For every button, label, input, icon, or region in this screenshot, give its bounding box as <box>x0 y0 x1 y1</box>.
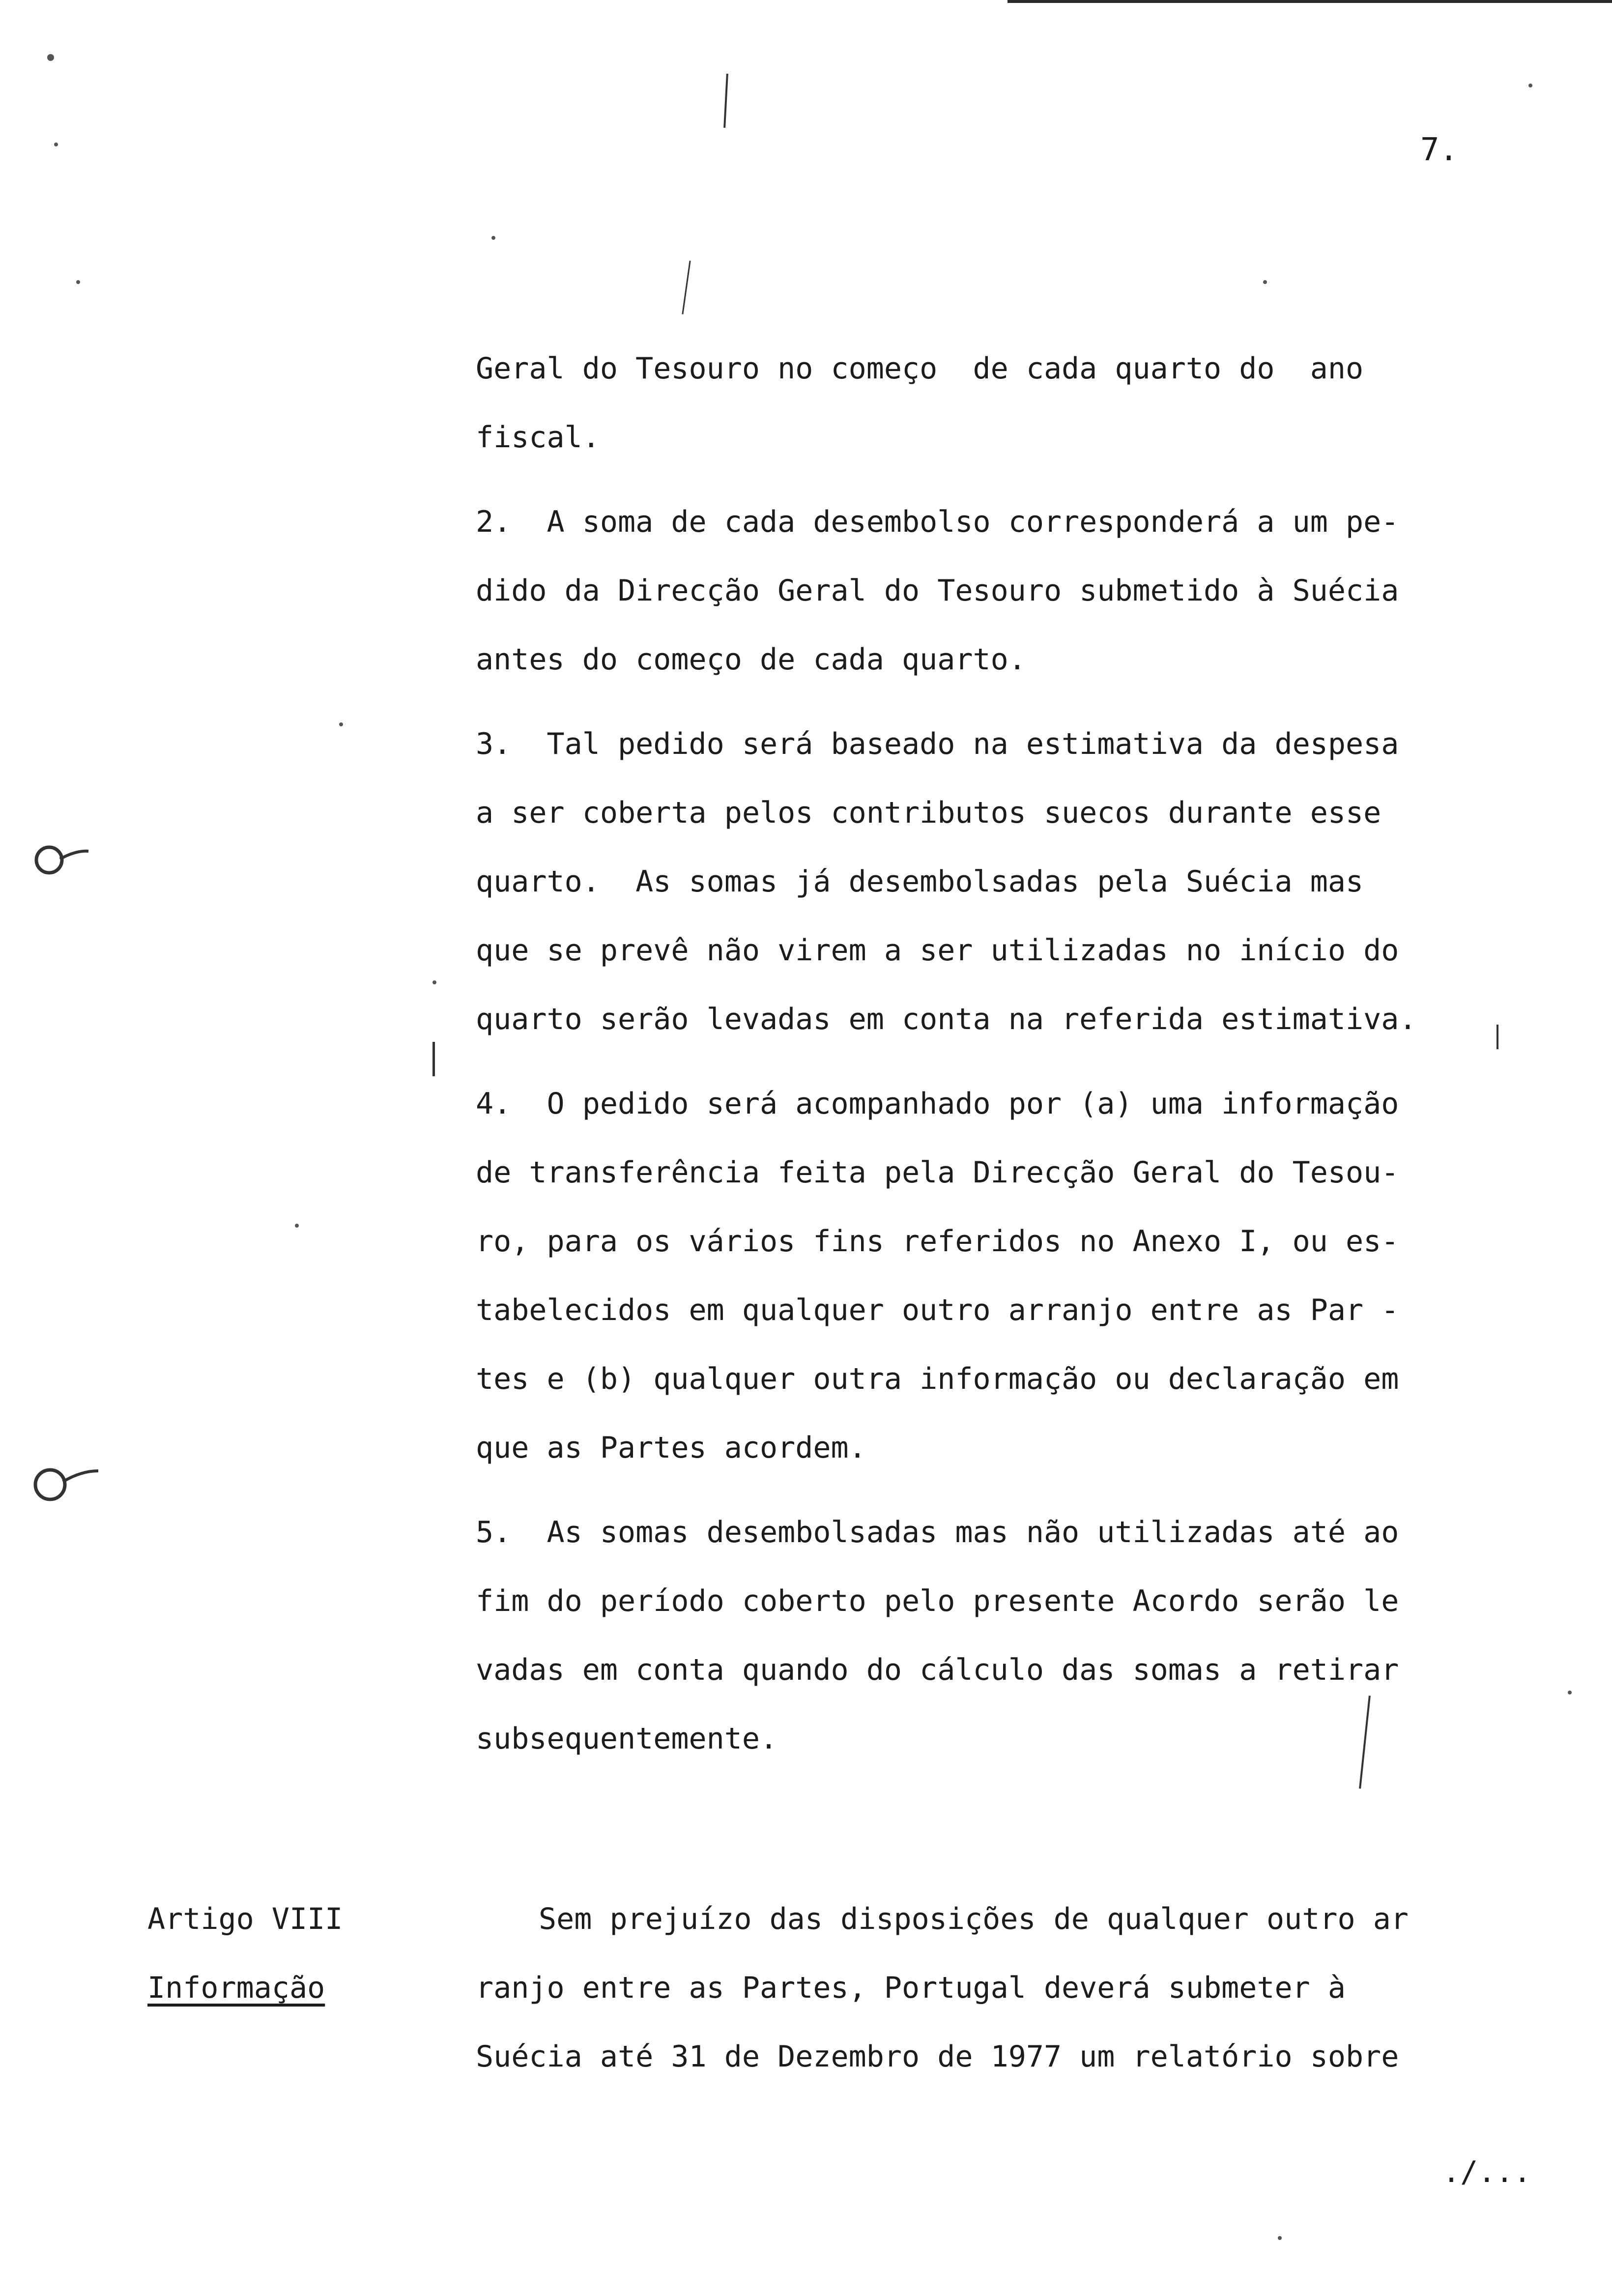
body-text <box>476 334 1550 1773</box>
ink-speck <box>1263 280 1267 284</box>
article-heading: Informação <box>147 1971 325 2005</box>
article-text <box>476 1885 1550 2091</box>
text-line: quarto. As somas já desembolsadas pela Suécia mas <box>476 864 1364 899</box>
ink-speck <box>339 722 343 726</box>
text-line: fim do período coberto pelo presente Acordo serão le <box>476 1584 1399 1618</box>
text-line: antes do começo de cada quarto. <box>476 642 1026 677</box>
article-label: Artigo VIII <box>147 1902 343 1936</box>
text-line: de transferência feita pela Direcção Geral do Tesou- <box>476 1155 1399 1190</box>
text-line: dido da Direcção Geral do Tesouro submetido à Suécia <box>476 574 1399 608</box>
margin-punch-mark-icon <box>29 840 93 880</box>
ink-speck <box>1528 84 1532 87</box>
text-line: que se prevê não virem a ser utilizadas no início do <box>476 933 1399 968</box>
page-number: 7. <box>1420 132 1459 168</box>
text-line: ranjo entre as Partes, Portugal deverá submeter à <box>476 1971 1346 2005</box>
ink-speck <box>47 54 54 61</box>
text-line: fiscal. <box>476 420 600 455</box>
text-line: 4. O pedido será acompanhado por (a) uma informação <box>476 1087 1399 1121</box>
text-line: Sem prejuízo das disposições de qualquer outro ar <box>539 1902 1409 1936</box>
continuation-mark: ./... <box>1442 2155 1531 2189</box>
text-line: Suécia até 31 de Dezembro de 1977 um relatório sobre <box>476 2039 1399 2074</box>
ink-speck <box>295 1224 299 1228</box>
text-line: a ser coberta pelos contributos suecos durante esse <box>476 796 1382 830</box>
ink-speck <box>1568 1691 1572 1694</box>
text-line: 5. As somas desembolsadas mas não utilizadas até ao <box>476 1515 1399 1550</box>
text-line: ro, para os vários fins referidos no Anexo I, ou es- <box>476 1224 1399 1259</box>
text-line: Geral do Tesouro no começo de cada quarto do ano <box>476 351 1364 386</box>
top-edge-rule <box>1008 0 1612 3</box>
ink-speck <box>54 143 58 146</box>
text-line: quarto serão levadas em conta na referida estimativa. <box>476 1002 1417 1036</box>
stray-pen-stroke <box>723 74 728 128</box>
paragraph-gap <box>476 1482 1550 1498</box>
paragraph-gap <box>476 1054 1550 1069</box>
text-line: 3. Tal pedido será baseado na estimativa da despesa <box>476 727 1399 761</box>
text-line: vadas em conta quando do cálculo das somas a retirar <box>476 1653 1399 1687</box>
ink-speck <box>432 980 436 984</box>
text-line: que as Partes acordem. <box>476 1431 866 1465</box>
text-line: subsequentemente. <box>476 1722 778 1756</box>
stray-pen-stroke <box>682 260 691 314</box>
stray-pen-stroke <box>432 1042 435 1076</box>
margin-punch-mark-icon <box>29 1462 103 1506</box>
paragraph-gap <box>476 472 1550 488</box>
ink-speck <box>491 236 495 240</box>
text-line: tes e (b) qualquer outra informação ou declaração em <box>476 1362 1399 1396</box>
ink-speck <box>1278 2236 1282 2240</box>
ink-speck <box>76 280 80 284</box>
text-line: tabelecidos em qualquer outro arranjo entre as Par - <box>476 1293 1399 1327</box>
paragraph-gap <box>476 694 1550 710</box>
text-line: 2. A soma de cada desembolso corresponderá a um pe- <box>476 505 1399 539</box>
stray-pen-stroke <box>1497 1025 1498 1049</box>
